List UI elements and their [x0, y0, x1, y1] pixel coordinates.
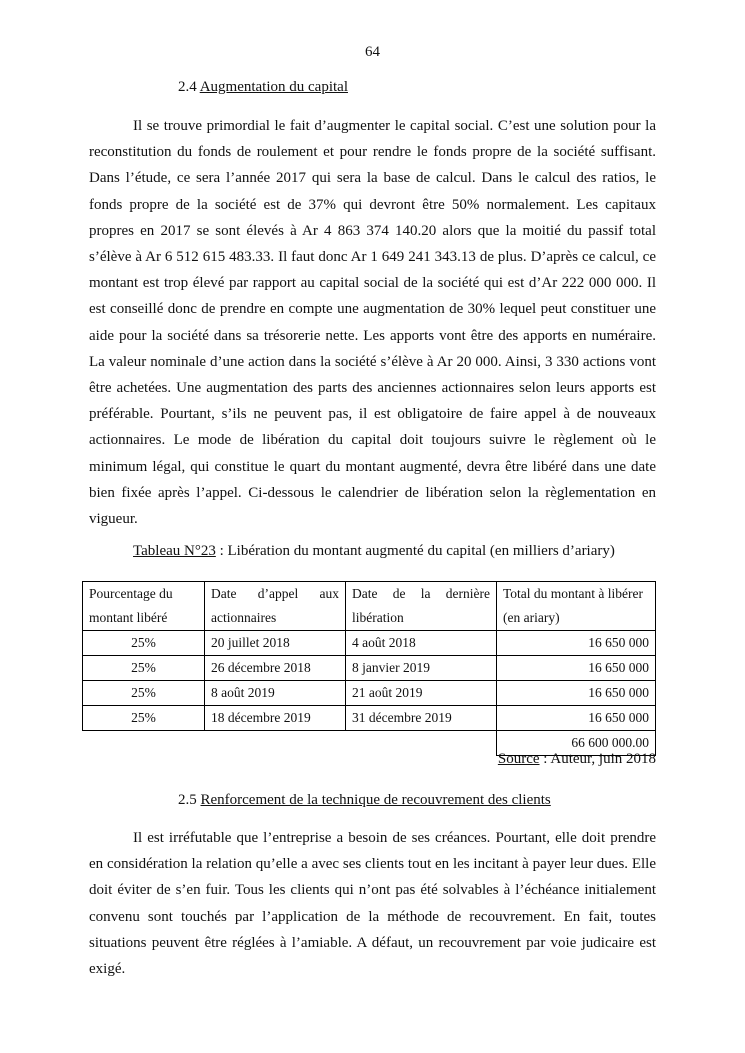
header-cell: Date de la dernière libération	[346, 582, 497, 631]
table-cell: 20 juillet 2018	[205, 631, 346, 656]
table-cell: 16 650 000	[497, 656, 656, 681]
section-heading-2-4	[178, 79, 348, 96]
section-title: Augmentation du capital	[199, 79, 348, 95]
source-text: : Auteur, juin 2018	[539, 751, 656, 767]
table-cell: 26 décembre 2018	[205, 656, 346, 681]
table-cell: 25%	[83, 631, 205, 656]
table-cell: 25%	[83, 681, 205, 706]
table-cell: 16 650 000	[497, 706, 656, 731]
table-cell: 31 décembre 2019	[346, 706, 497, 731]
liberation-table	[82, 581, 656, 756]
table-cell: 16 650 000	[497, 631, 656, 656]
table-cell: 8 août 2019	[205, 681, 346, 706]
table-cell: 25%	[83, 706, 205, 731]
table-caption-text: : Libération du montant augmenté du capital (en milliers d’ariary)	[215, 543, 615, 559]
section-number: 2.5	[178, 792, 197, 808]
table-cell: 25%	[83, 656, 205, 681]
paragraph-augmentation-capital: Il se trouve primordial le fait d’augmenter le capital social. C’est une solution pour la reconstitution du fonds de roulement et pour rendre le fonds propre de la société suffisant. Dans l’étude, ce sera l’année 2017 qui sera la base de calcul. Dans le calcul des ratios, le fonds propre de la société est de 37% qui devront être 50% normalement. Les capitaux propres en 2017 se sont élevés à Ar 4 863 374 140.20 alors que la moitié du passif total s’élève à Ar 6 512 615 483.33. Il faut donc Ar 1 649 241 343.13 de plus. D’après ce calcul, ce montant est trop élevé par rapport au capital social de la société qui est d’Ar 222 000 000. Il est conseillé donc de prendre en compte une augmentation de 30% lequel peut constituer une aide pour la société dans sa trésorerie nette. Les apports vont être des apports en numéraire. La valeur nominale d’une action dans la société s’élève à Ar 20 000. Ainsi, 3 330 actions vont être achetées. Une augmentation des parts des anciennes actionnaires selon leurs apports est préférable. Pourtant, s’ils ne peuvent pas, il est obligatoire de faire appel à de nouveaux actionnaires. Le mode de libération du capital doit toujours suivre le règlement où le minimum légal, qui constitue le quart du montant augmenté, devra être libéré dans une date bien fixée après l’appel. Ci-dessous le calendrier de libération selon la règlementation en vigueur.	[89, 118, 656, 528]
source-label: Source	[497, 751, 540, 767]
table-row	[83, 656, 656, 681]
table-total-cell: 66 600 000.00	[497, 731, 656, 756]
table-row	[83, 631, 656, 656]
table-row	[83, 681, 656, 706]
header-cell: Date d’appel aux actionnaires	[205, 582, 346, 631]
table-cell: 21 août 2019	[346, 681, 497, 706]
table-caption	[133, 543, 615, 560]
table-cell: 16 650 000	[497, 681, 656, 706]
section-heading-2-5	[178, 792, 551, 809]
header-cell: Total du montant à libérer (en ariary)	[497, 582, 656, 631]
table-row	[83, 706, 656, 731]
page-number: 64	[365, 44, 380, 60]
section-title: Renforcement de la technique de recouvrement des clients	[200, 792, 551, 808]
table-caption-label: Tableau N°23	[133, 543, 216, 559]
header-cell: Pourcentage du montant libéré	[83, 582, 205, 631]
table-cell: 18 décembre 2019	[205, 706, 346, 731]
paragraph-recouvrement: Il est irréfutable que l’entreprise a besoin de ses créances. Pourtant, elle doit prendre en considération la relation qu’elle a avec ses clients tout en les incitant à payer leur dues. Elle doit éviter de s’en fuir. Tous les clients qui n’ont pas été solvables à l’échéance initialement convenu sont touchés par l’application de la méthode de recouvrement. En fait, toutes situations peuvent être réglées à l’amiable. A défaut, un recouvrement par voie judicaire est exigé.	[89, 830, 656, 978]
table-cell: 8 janvier 2019	[346, 656, 497, 681]
table-source	[498, 751, 656, 768]
section-number: 2.4	[178, 79, 197, 95]
table-cell: 4 août 2018	[346, 631, 497, 656]
table-header-row	[83, 582, 656, 631]
